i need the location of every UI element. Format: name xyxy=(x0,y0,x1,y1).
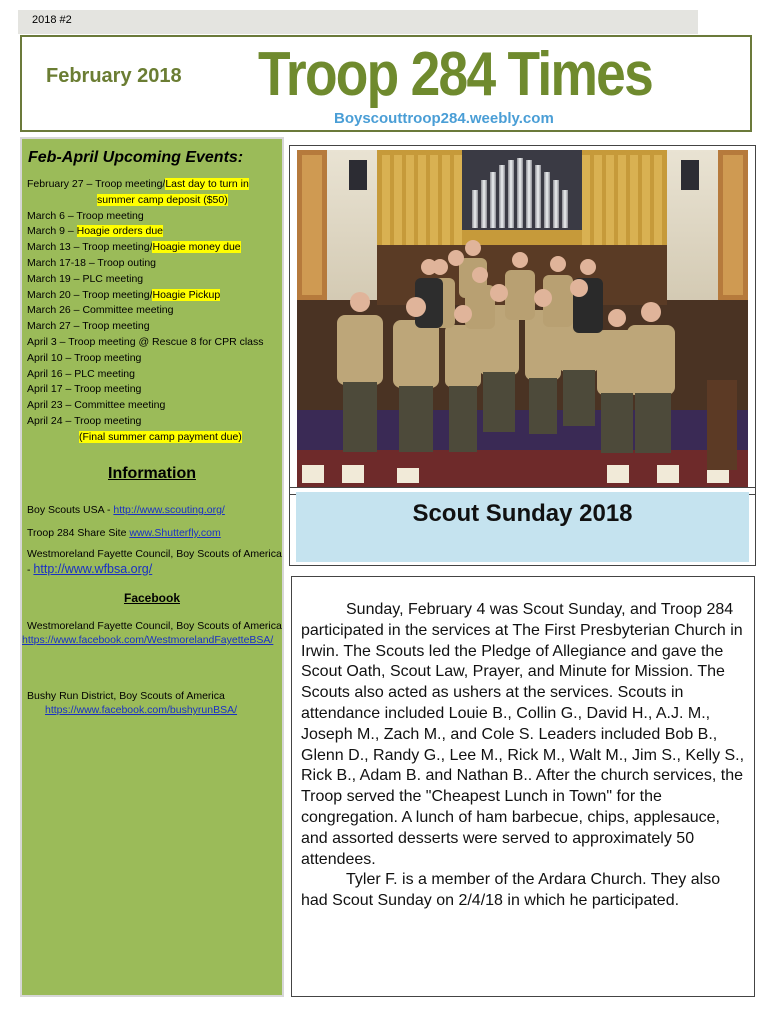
info-bsa-label: Boy Scouts USA - xyxy=(27,504,114,516)
event-highlight: summer camp deposit ($50) xyxy=(97,193,228,206)
website-url[interactable]: Boyscouttroop284.weebly.com xyxy=(334,110,554,127)
event-highlight: Last day to turn in xyxy=(165,178,249,190)
event-item xyxy=(27,256,281,272)
information-heading: Information xyxy=(108,465,196,482)
fb-district-label: Bushy Run District, Boy Scouts of America xyxy=(27,690,225,702)
event-item xyxy=(27,209,281,225)
event-item xyxy=(27,351,281,367)
event-text: March 20 – Troop meeting/ xyxy=(27,288,153,301)
events-list xyxy=(27,177,281,446)
event-text: March 26 – Committee meeting xyxy=(27,304,174,317)
event-text: April 23 – Committee meeting xyxy=(27,399,166,412)
article-paragraph-2: Tyler F. is a member of the Ardara Church. They also had Scout Sunday on 2/4/18 in which he participated. xyxy=(301,871,721,910)
masthead xyxy=(20,35,752,132)
event-highlight: (Final summer camp payment due) xyxy=(79,430,242,443)
event-item xyxy=(27,335,281,351)
info-bsa xyxy=(27,503,283,518)
event-text: April 24 – Troop meeting xyxy=(27,414,142,427)
sidebar xyxy=(20,137,284,997)
troop-group-photo xyxy=(297,150,748,488)
newsletter-title: Troop 284 Times xyxy=(258,40,653,109)
event-item xyxy=(27,224,281,240)
event-highlight: Hoagie orders due xyxy=(76,225,163,238)
fb-district xyxy=(27,689,283,717)
event-item xyxy=(27,398,281,414)
issue-date: February 2018 xyxy=(46,65,182,87)
article-paragraph-1: Sunday, February 4 was Scout Sunday, and Troop 284 participated in the services at The First Presbyterian Church in Irwin. The Scouts led the Pledge of Allegiance and gave the Scout Oath, Scout Law, Prayer, and Minute for Mission. The Scouts also acted as ushers at the services. Scouts in attendance included Louie B., Collin G., David H., A.J. M., Joseph M., Zach M., and Cole S. Leaders included Bob B., Glenn D., Randy G., Lee M., Rick M., Walt M., Jim S., Kelly S., Rick B., Adam B. and Nathan B.. After the church services, the Troop served the "Cheapest Lunch in Town" for the congregation. A lunch of ham barbecue, chips, applesauce, and assorted desserts were served to approximately 50 attendees. xyxy=(301,601,745,868)
event-text: March 13 – Troop meeting/ xyxy=(27,241,153,254)
event-text: March 17-18 – Troop outing xyxy=(27,256,156,269)
info-share xyxy=(27,526,283,541)
fb-council xyxy=(22,619,283,647)
scouting-link[interactable]: http://www.scouting.org/ xyxy=(113,504,225,516)
fb-council-label: Westmoreland Fayette Council, Boy Scouts of America xyxy=(27,620,282,632)
info-council xyxy=(27,547,283,578)
info-share-label: Troop 284 Share Site xyxy=(27,527,130,539)
facebook-heading: Facebook xyxy=(123,591,180,605)
shutterfly-link[interactable]: www.Shutterfly.com xyxy=(129,527,221,539)
article-body xyxy=(301,600,749,912)
event-item xyxy=(27,430,281,446)
event-item xyxy=(27,414,281,430)
event-text: March 27 – Troop meeting xyxy=(27,320,150,333)
event-highlight: Hoagie Pickup xyxy=(152,288,221,301)
event-item xyxy=(27,177,281,193)
event-text: April 16 – PLC meeting xyxy=(27,367,135,380)
event-text: April 17 – Troop meeting xyxy=(27,383,142,396)
event-text: April 10 – Troop meeting xyxy=(27,351,142,364)
fb-district-link[interactable]: https://www.facebook.com/bushyrunBSA/ xyxy=(45,704,238,716)
event-item xyxy=(27,272,281,288)
event-item xyxy=(27,303,281,319)
event-item xyxy=(27,367,281,383)
event-text: March 6 – Troop meeting xyxy=(27,209,144,222)
event-item xyxy=(27,240,281,256)
issue-number: 2018 #2 xyxy=(32,14,72,26)
event-item xyxy=(27,193,281,209)
event-text: April 3 – Troop meeting @ Rescue 8 for CPR class xyxy=(27,335,264,348)
events-heading: Feb-April Upcoming Events: xyxy=(28,149,244,166)
info-council-label: Westmoreland Fayette Council, Boy Scouts of America - xyxy=(27,548,282,576)
event-item xyxy=(27,382,281,398)
wfbsa-link[interactable]: http://www.wfbsa.org/ xyxy=(33,562,153,576)
event-text: March 9 – xyxy=(27,225,77,238)
photo-caption: Scout Sunday 2018 xyxy=(412,500,633,527)
event-highlight: Hoagie money due xyxy=(152,241,241,254)
event-item xyxy=(27,319,281,335)
event-item xyxy=(27,288,281,304)
issue-strip xyxy=(18,10,698,34)
event-text: February 27 – Troop meeting/ xyxy=(27,178,166,190)
event-text: March 19 – PLC meeting xyxy=(27,272,144,285)
fb-council-link[interactable]: https://www.facebook.com/WestmorelandFayetteBSA/ xyxy=(22,634,274,646)
